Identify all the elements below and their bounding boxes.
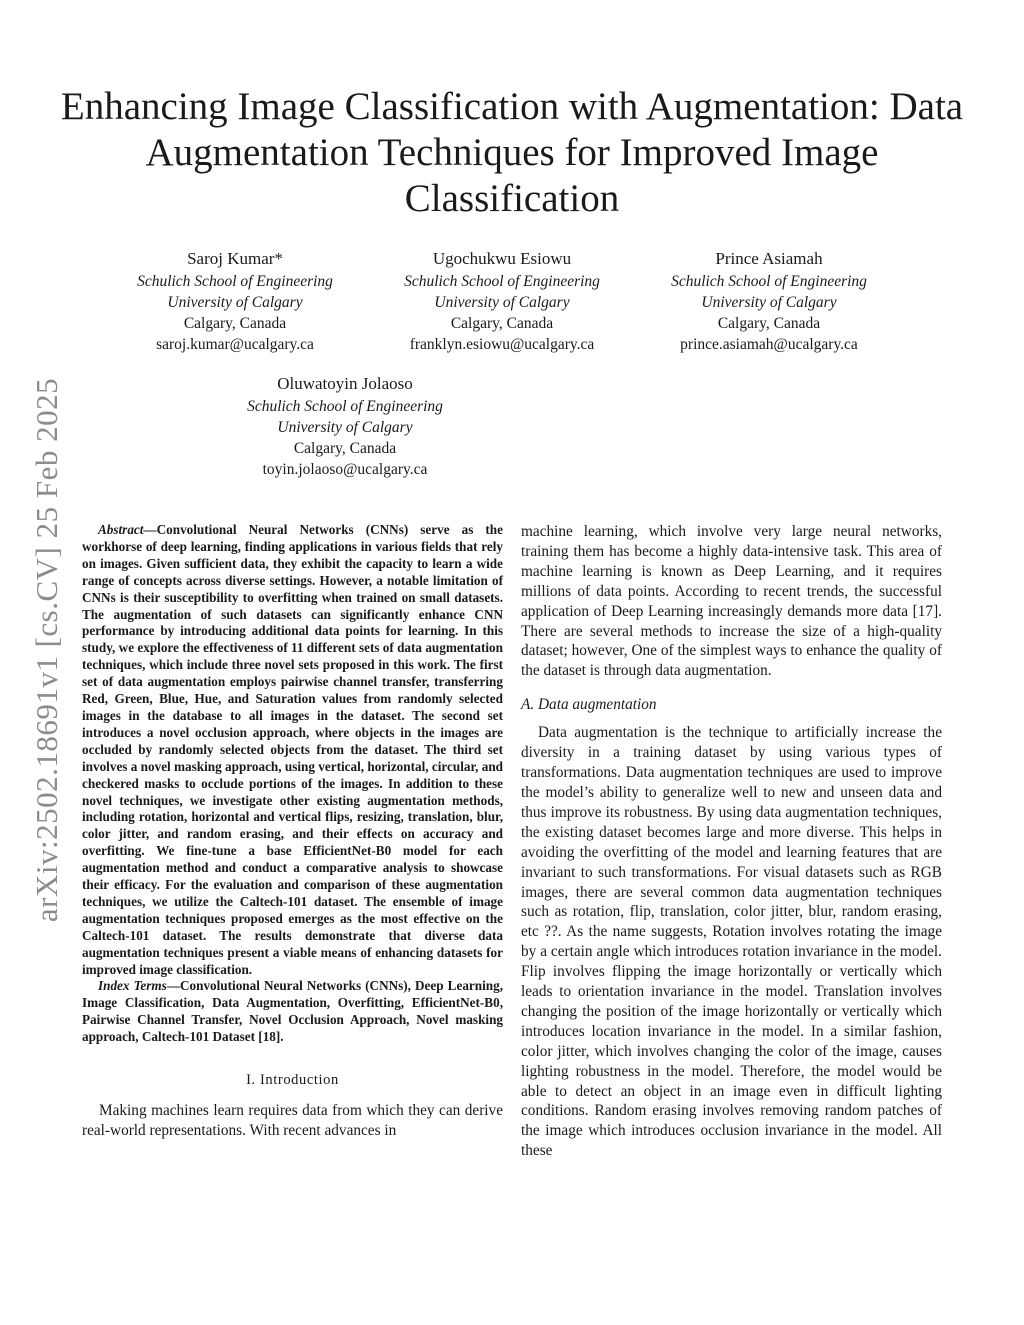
left-column — [82, 522, 503, 1141]
author-email: saroj.kumar@ucalgary.ca — [156, 336, 314, 353]
author-university: University of Calgary — [434, 294, 570, 311]
arxiv-id-text: arXiv:2502.18691v1 [cs.CV] 25 Feb 2025 — [29, 377, 65, 923]
right-column — [521, 522, 942, 1161]
arxiv-side-identifier — [20, 350, 75, 950]
data-augmentation-paragraph: Data augmentation is the technique to artificially increase the diversity in a training dataset by using various types of transformations. Data augmentation techniques are used to improve the model’s ability to generalize well to new and unseen data and thus improve its robustness. By using data augmentation techniques, the existing dataset becomes large and more diverse. This helps in avoiding the overfitting of the model and learning features that are invariant to such transformations. For visual datasets such as RGB images, there are several common data augmentation techniques such as rotation, flip, translation, color jitter, blur, random erasing, etc ??. As the name suggests, Rotation involves rotating the image by a certain angle which introduces rotation invariance in the model. Flip involves flipping the image horizontally or vertically which leads to orientation invariance in the model. Translation involves changing the position of the image horizontally or vertically which introduces location invariance in the model. In a similar fashion, color jitter, which involves changing the color of the image, causes lighting robustness in the model. Therefore, the model would be able to detect an object in an image even in difficult lighting conditions. Random erasing involves removing random patches of the image which introduces occlusion invariance in the model. All these — [521, 724, 942, 1160]
author-location: Calgary, Canada — [183, 315, 287, 332]
author-university: University of Calgary — [167, 294, 303, 311]
intro-paragraph-continued: machine learning, which involve very large neural networks, training them has become a highly data-intensive task. This area of machine learning is known as Deep Learning, and it requires millions of data points. According to recent trends, the successful application of Deep Learning increasingly demands more data [17]. There are several methods to increase the size of a high-quality dataset; however, One of the simplest ways to enhance the quality of the dataset is through data augmentation. — [521, 523, 942, 680]
author-location: Calgary, Canada — [717, 315, 821, 332]
abstract-label: Abstract — [98, 522, 144, 537]
abstract-text: —Convolutional Neural Networks (CNNs) serve as the workhorse of deep learning, finding applications in various fields that rely on images. Given sufficient data, they exhibit the capacity to learn a wide range of concepts across diverse settings. However, a notable limitation of CNNs is their susceptibility to overfitting when trained on small datasets. The augmentation of such datasets can significantly enhance CNN performance by introducing additional data points for learning. In this study, we explore the effectiveness of 11 different sets of data augmentation techniques, which include three novel sets proposed in this work. The first set of data augmentation employs pairwise channel transfer, transferring Red, Green, Blue, Hue, and Saturation values from randomly selected images in the database to all images in the dataset. The second set introduces a novel occlusion approach, where objects in the images are occluded by randomly selected objects from the dataset. The third set involves a novel masking approach, using vertical, horizontal, circular, and checkered masks to occlude portions of the images. In addition to these novel techniques, we investigate other existing augmentation methods, including rotation, horizontal and vertical flips, resizing, translation, blur, color jitter, and random erasing, and their effects on accuracy and overfitting. We fine-tune a base EfficientNet-B0 model for each augmentation method and conduct a comparative analysis to showcase their efficacy. For the evaluation and comparison of these augmentation techniques, we utilize the Caltech-101 dataset. The ensemble of image augmentation techniques proposed emerges as the most effective on the Caltech-101 dataset. The results demonstrate that diverse data augmentation techniques present a viable means of enhancing datasets for improved image classification. — [82, 522, 503, 977]
section-heading-introduction: I. Introduction — [246, 1072, 339, 1089]
author-block — [372, 248, 632, 355]
author-email: toyin.jolaoso@ucalgary.ca — [262, 461, 428, 478]
intro-paragraph: Making machines learn requires data from which they can derive real-world representations. With recent advances in — [82, 1102, 503, 1139]
abstract — [82, 522, 503, 978]
author-location: Calgary, Canada — [293, 440, 397, 457]
author-university: University of Calgary — [701, 294, 837, 311]
index-terms-label: Index Terms — [98, 978, 167, 994]
paper-title: Enhancing Image Classification with Augmentation: Data Augmentation Techniques for Improved Image Classification — [60, 85, 964, 220]
index-terms-text: —Convolutional Neural Networks (CNNs), Deep Learning, Image Classification, Data Augmentation, Overfitting, EfficientNet-B0, Pairwise Channel Transfer, Novel Occlusion Approach, Novel masking approach, Caltech-101 Dataset [18]. — [82, 978, 503, 1045]
author-school: Schulich School of Engineering — [671, 273, 867, 290]
author-block — [105, 248, 365, 355]
author-block — [215, 373, 475, 480]
author-name: Ugochukwu Esiowu — [432, 249, 572, 268]
author-name: Oluwatoyin Jolaoso — [277, 374, 413, 393]
index-terms — [82, 978, 503, 1046]
author-university: University of Calgary — [277, 419, 413, 436]
author-email: prince.asiamah@ucalgary.ca — [680, 336, 858, 353]
author-school: Schulich School of Engineering — [247, 398, 443, 415]
author-block — [639, 248, 899, 355]
author-name: Prince Asiamah — [715, 249, 823, 268]
author-name: Saroj Kumar* — [187, 249, 283, 268]
author-school: Schulich School of Engineering — [137, 273, 333, 290]
author-school: Schulich School of Engineering — [404, 273, 600, 290]
subsection-heading-data-augmentation: A. Data augmentation — [521, 696, 657, 714]
author-email: franklyn.esiowu@ucalgary.ca — [409, 336, 595, 353]
author-location: Calgary, Canada — [450, 315, 554, 332]
